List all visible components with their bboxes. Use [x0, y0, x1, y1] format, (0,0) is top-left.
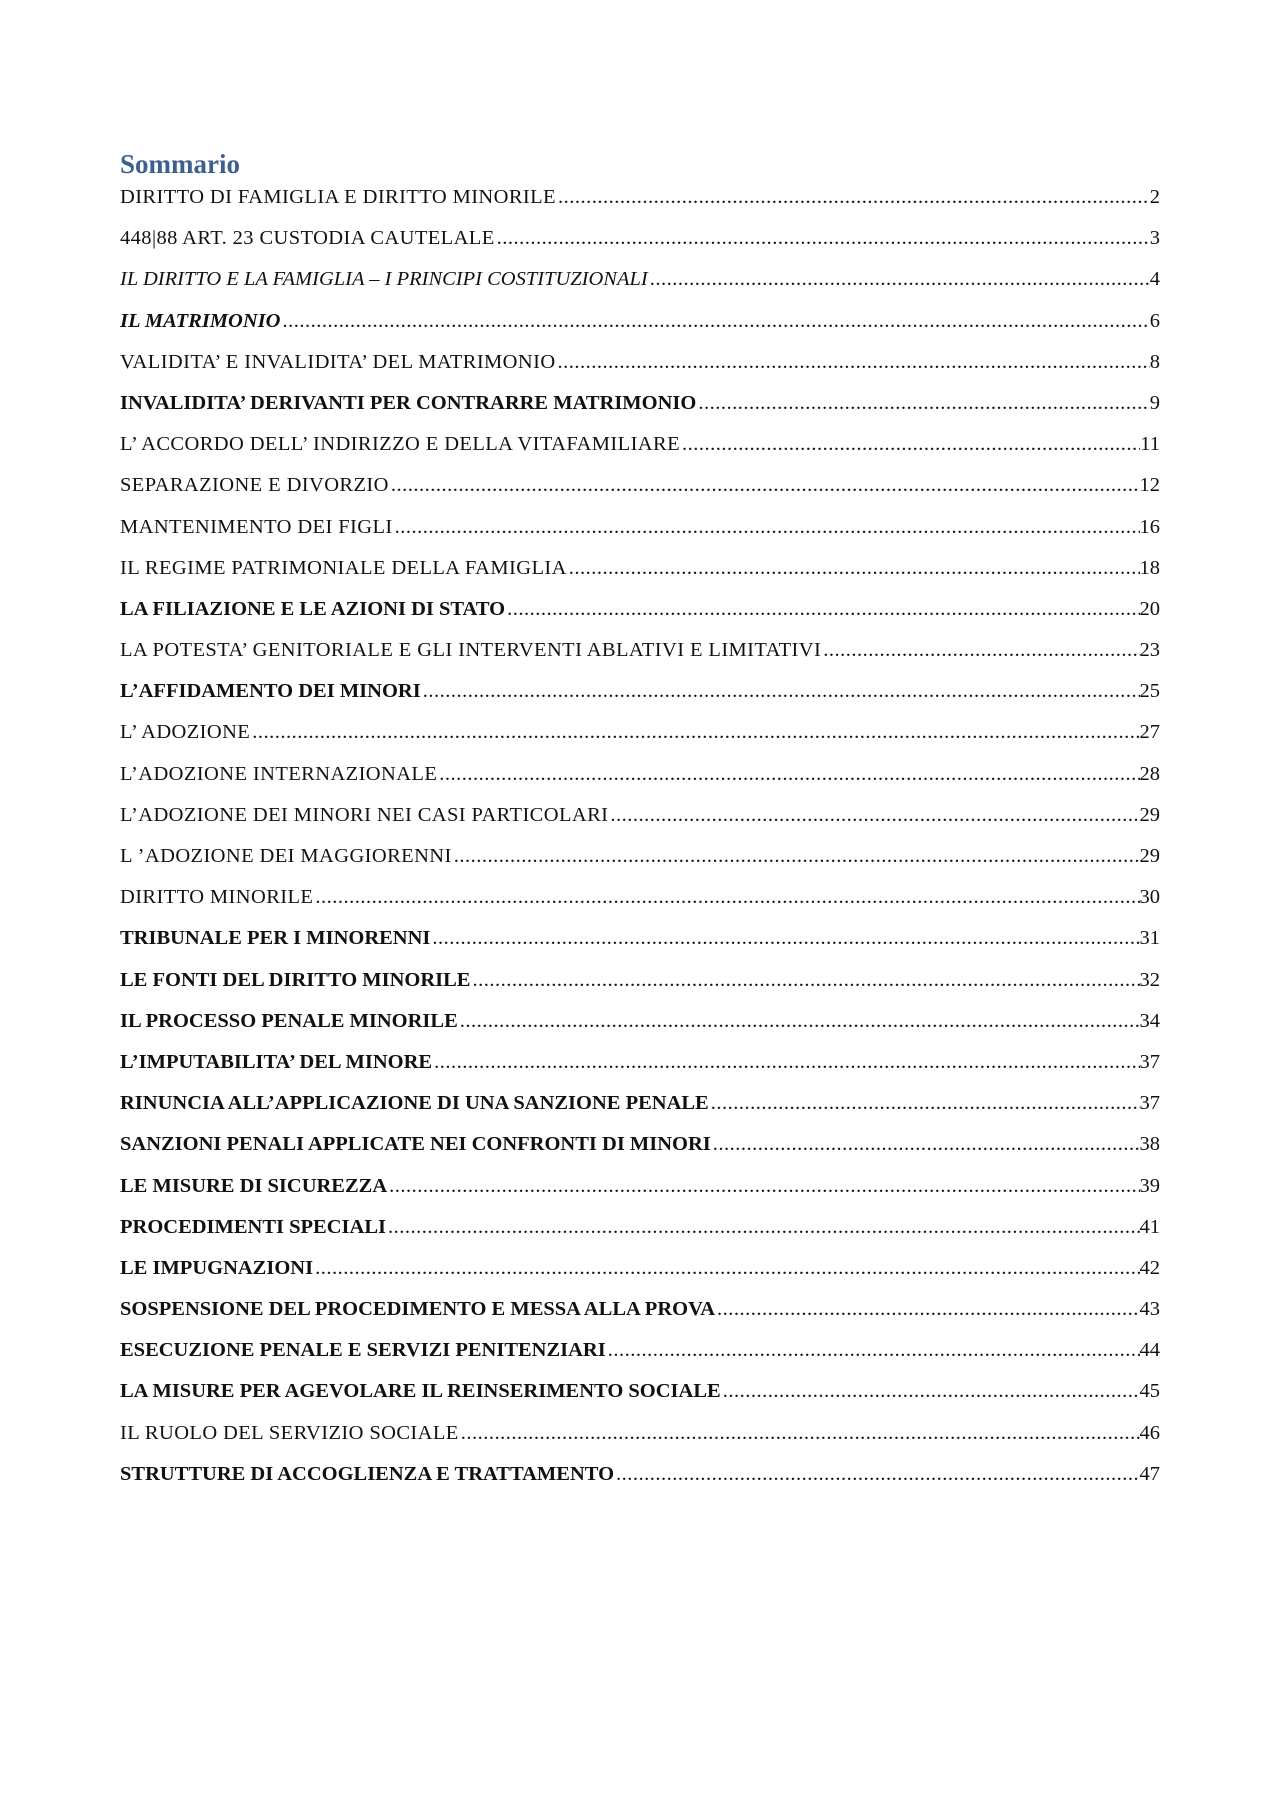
toc-entry[interactable]	[120, 557, 1160, 598]
toc-dot-leader	[389, 474, 1140, 497]
toc-page-number: 41	[1139, 1215, 1160, 1238]
toc-entry-text: L ’ADOZIONE DEI MAGGIORENNI	[120, 845, 452, 867]
toc-entry-text: L’ADOZIONE DEI MINORI NEI CASI PARTICOLARI	[120, 803, 609, 826]
toc-entry-text: TRIBUNALE PER I MINORENNI	[120, 927, 431, 950]
toc-entry-text: DIRITTO MINORILE	[120, 886, 314, 909]
toc-page-number: 9	[1149, 391, 1160, 414]
toc-entry-text: LE FONTI DEL DIRITTO MINORILE	[120, 968, 471, 991]
toc-dot-leader	[459, 1422, 1140, 1445]
toc-dot-leader	[437, 763, 1139, 786]
toc-dot-leader	[711, 1133, 1140, 1156]
toc-entry-text: DIRITTO DI FAMIGLIA E DIRITTO MINORILE	[120, 186, 556, 208]
toc-dot-leader	[470, 969, 1139, 992]
toc-entry-text: L’AFFIDAMENTO DEI MINORI	[120, 680, 421, 703]
toc-entry[interactable]	[120, 1010, 1160, 1051]
toc-page-number: 29	[1139, 803, 1160, 826]
toc-entry[interactable]	[120, 516, 1160, 557]
toc-dot-leader	[495, 227, 1150, 250]
toc-entry[interactable]	[120, 1257, 1160, 1298]
toc-entry-text: PROCEDIMENTI SPECIALI	[120, 1215, 386, 1238]
toc-dot-leader	[715, 1298, 1139, 1321]
toc-dot-leader	[556, 351, 1150, 374]
toc-entry[interactable]	[120, 721, 1160, 762]
toc-entry[interactable]	[120, 474, 1160, 515]
toc-entry[interactable]	[120, 1463, 1160, 1504]
toc-page-number: 25	[1139, 680, 1160, 703]
toc-entry-text: IL DIRITTO E LA FAMIGLIA – I PRINCIPI COSTITUZIONALI	[120, 268, 648, 291]
toc-entry[interactable]	[120, 310, 1160, 351]
toc-entry-text: L’ADOZIONE INTERNAZIONALE	[120, 762, 438, 785]
toc-list	[120, 186, 1160, 1504]
toc-page-number: 38	[1139, 1133, 1160, 1156]
toc-dot-leader	[250, 721, 1139, 744]
toc-entry[interactable]	[120, 680, 1160, 721]
toc-entry[interactable]	[120, 433, 1160, 474]
toc-dot-leader	[458, 1010, 1140, 1033]
toc-entry[interactable]	[120, 1051, 1160, 1092]
toc-entry-text: LA FILIAZIONE E LE AZIONI DI STATO	[120, 597, 506, 620]
toc-entry[interactable]	[120, 763, 1160, 804]
toc-dot-leader	[313, 886, 1139, 909]
toc-dot-leader	[430, 927, 1139, 950]
toc-dot-leader	[393, 516, 1140, 539]
toc-dot-leader	[680, 433, 1140, 456]
toc-entry-text: STRUTTURE DI ACCOGLIENZA E TRATTAMENTO	[120, 1462, 615, 1485]
toc-page-number: 11	[1140, 433, 1160, 456]
toc-entry[interactable]	[120, 1175, 1160, 1216]
toc-page-number: 6	[1149, 309, 1160, 332]
toc-dot-leader	[608, 804, 1139, 827]
toc-entry-text: INVALIDITA’ DERIVANTI PER CONTRARRE MATRIMONIO	[120, 391, 697, 414]
toc-page-number: 37	[1139, 1050, 1160, 1073]
toc-page-number: 20	[1139, 597, 1160, 620]
toc-dot-leader	[709, 1092, 1140, 1115]
toc-dot-leader	[452, 845, 1140, 868]
toc-entry-text: IL REGIME PATRIMONIALE DELLA FAMIGLIA	[120, 556, 567, 579]
toc-page-number: 8	[1149, 350, 1160, 373]
toc-page-number: 42	[1139, 1256, 1160, 1279]
toc-dot-leader	[721, 1380, 1140, 1403]
toc-dot-leader	[614, 1463, 1139, 1486]
toc-page-number: 46	[1139, 1421, 1160, 1444]
toc-entry-text: IL PROCESSO PENALE MINORILE	[120, 1009, 458, 1032]
toc-page-number: 16	[1139, 515, 1160, 538]
toc-page-number: 27	[1139, 721, 1160, 744]
toc-dot-leader	[386, 1216, 1140, 1239]
toc-dot-leader	[648, 268, 1150, 291]
toc-dot-leader	[606, 1339, 1140, 1362]
toc-page-number: 12	[1139, 474, 1160, 497]
toc-entry[interactable]	[120, 1298, 1160, 1339]
toc-entry[interactable]	[120, 845, 1160, 886]
toc-entry-text: IL MATRIMONIO	[120, 309, 281, 332]
toc-entry[interactable]	[120, 969, 1160, 1010]
toc-entry[interactable]	[120, 598, 1160, 639]
toc-entry-text: SANZIONI PENALI APPLICATE NEI CONFRONTI DI MINORI	[120, 1133, 711, 1156]
toc-page-number: 45	[1139, 1380, 1160, 1403]
toc-entry-text: L’ ACCORDO DELL’ INDIRIZZO E DELLA VITAFAMILIARE	[120, 433, 681, 456]
toc-page-number: 28	[1139, 762, 1160, 785]
toc-dot-leader	[505, 598, 1139, 621]
toc-entry-text: IL RUOLO DEL SERVIZIO SOCIALE	[120, 1421, 459, 1444]
toc-page-number: 23	[1139, 639, 1160, 662]
toc-page-number: 37	[1139, 1092, 1160, 1115]
toc-title: Sommario	[120, 149, 240, 179]
toc-entry-text: SOSPENSIONE DEL PROCEDIMENTO E MESSA ALLA PROVA	[120, 1298, 716, 1321]
toc-entry-text: ESECUZIONE PENALE E SERVIZI PENITENZIARI	[120, 1339, 606, 1362]
toc-entry[interactable]	[120, 227, 1160, 268]
toc-entry[interactable]	[120, 1216, 1160, 1257]
toc-dot-leader	[696, 392, 1149, 415]
toc-entry[interactable]	[120, 1339, 1160, 1380]
toc-entry-text: L’IMPUTABILITA’ DEL MINORE	[120, 1050, 433, 1073]
toc-entry-text: LE IMPUGNAZIONI	[120, 1256, 314, 1279]
toc-page-number: 47	[1139, 1462, 1160, 1485]
toc-page-number: 30	[1139, 886, 1160, 909]
toc-dot-leader	[432, 1051, 1139, 1074]
toc-dot-leader	[280, 310, 1149, 333]
toc-dot-leader	[567, 557, 1140, 580]
toc-entry[interactable]	[120, 1422, 1160, 1463]
toc-entry[interactable]	[120, 804, 1160, 845]
toc-entry[interactable]	[120, 886, 1160, 927]
toc-page-number: 39	[1139, 1174, 1160, 1197]
toc-page-number: 2	[1149, 186, 1160, 208]
toc-dot-leader	[421, 680, 1140, 703]
toc-dot-leader	[821, 639, 1139, 662]
toc-entry-text: 448|88 ART. 23 CUSTODIA CAUTELALE	[120, 227, 495, 250]
toc-entry[interactable]	[120, 268, 1160, 309]
toc-entry-text: L’ ADOZIONE	[120, 721, 251, 744]
toc-dot-leader	[556, 186, 1150, 209]
toc-entry-text: LA POTESTA’ GENITORIALE E GLI INTERVENTI ABLATIVI E LIMITATIVI	[120, 639, 822, 662]
toc-page-number: 3	[1149, 227, 1160, 250]
toc-page-number: 18	[1139, 556, 1160, 579]
toc-entry[interactable]	[120, 186, 1160, 227]
toc-entry-text: LA MISURE PER AGEVOLARE IL REINSERIMENTO SOCIALE	[120, 1380, 721, 1403]
toc-dot-leader	[313, 1257, 1139, 1280]
toc-page-number: 4	[1149, 268, 1160, 291]
toc-entry[interactable]	[120, 639, 1160, 680]
toc-entry[interactable]	[120, 1380, 1160, 1421]
toc-page-number: 34	[1139, 1009, 1160, 1032]
toc-entry-text: SEPARAZIONE E DIVORZIO	[120, 474, 389, 497]
toc-entry[interactable]	[120, 1092, 1160, 1133]
toc-entry[interactable]	[120, 392, 1160, 433]
toc-entry-text: MANTENIMENTO DEI FIGLI	[120, 515, 393, 538]
toc-page-number: 31	[1139, 927, 1160, 950]
toc-entry[interactable]	[120, 1133, 1160, 1174]
toc-entry-text: LE MISURE DI SICUREZZA	[120, 1174, 388, 1197]
toc-page-number: 29	[1139, 845, 1160, 867]
toc-entry[interactable]	[120, 351, 1160, 392]
toc-page-number: 43	[1139, 1298, 1160, 1321]
toc-dot-leader	[387, 1175, 1139, 1198]
toc-page-number: 44	[1139, 1339, 1160, 1362]
toc-entry[interactable]	[120, 927, 1160, 968]
toc-page-number: 32	[1139, 968, 1160, 991]
toc-entry-text: VALIDITA’ E INVALIDITA’ DEL MATRIMONIO	[120, 350, 556, 373]
toc-entry-text: RINUNCIA ALL’APPLICAZIONE DI UNA SANZIONE PENALE	[120, 1092, 709, 1115]
